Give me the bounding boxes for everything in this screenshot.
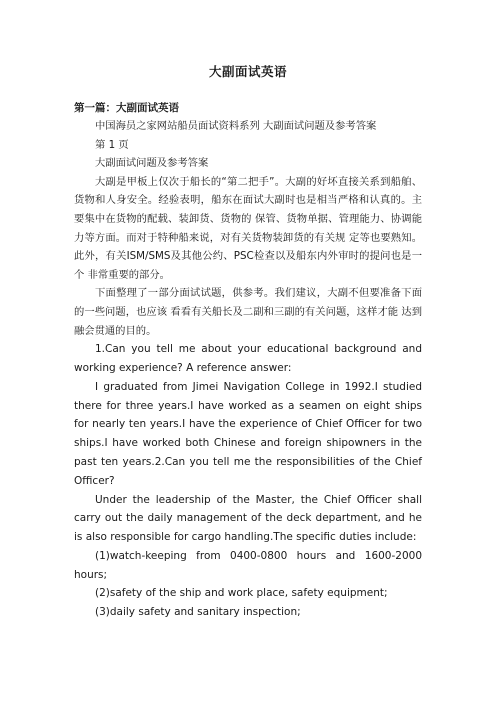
duty-item-2: (2)safety of the ship and work place, safety equipment; bbox=[95, 587, 388, 600]
page-label: 第 1 页 bbox=[95, 138, 129, 151]
document-title: 大副面试英语 bbox=[208, 64, 287, 79]
subtitle: 大副面试问题及参考答案 bbox=[95, 157, 209, 170]
section-heading: 第一篇：大副面试英语 bbox=[74, 102, 179, 114]
source-line: 中国海员之家网站船员面试资料系列 大副面试问题及参考答案 bbox=[95, 120, 377, 132]
answer-2: Under the leadership of the Master, the Chief Officer shall carry out the daily management of the deck department, and he is also responsible for cargo handling.The specific duties include: bbox=[74, 493, 422, 544]
intro-paragraph: 大副是甲板上仅次于船长的“第二把手”。大副的好坏直接关系到船舶、货物和人身安全。经验表明，船东在面试大副时也是相当严格和认真的。主要集中在货物的配载、装卸货、货物的 保管、货物单据、管理能力、协调能力等方面。而对于特种船来说，对有关货物装卸货的有关规 定等也要熟知。此外，有关ISM/SMS及其他公约、PSC检查以及船东内外审时的提问也是一个 非常重要的部分。 bbox=[74, 175, 422, 281]
advice-paragraph: 下面整理了一部分面试试题，供参考。我们建议，大副不但要准备下面的一些问题，也应该 看看有关船长及二副和三副的有关问题，这样才能 达到融会贯通的目的。 bbox=[74, 287, 422, 337]
duty-item-3: (3)daily safety and sanitary inspection; bbox=[95, 606, 301, 619]
question-1: 1.Can you tell me about your educational background and working experience? A reference answer: bbox=[74, 343, 422, 374]
answer-1: I graduated from Jimei Navigation College in 1992.I studied there for three years.I have worked as a seamen on eight ships for nearly ten years.I have the experience of Chief Officer for two ships.I have worked both Chinese and foreign shipowners in the past ten years.2.Can you tell me the responsibilities of the Chief Officer? bbox=[74, 380, 422, 487]
duty-item-1: (1)watch-keeping from 0400-0800 hours and 1600-2000 hours; bbox=[74, 549, 422, 581]
